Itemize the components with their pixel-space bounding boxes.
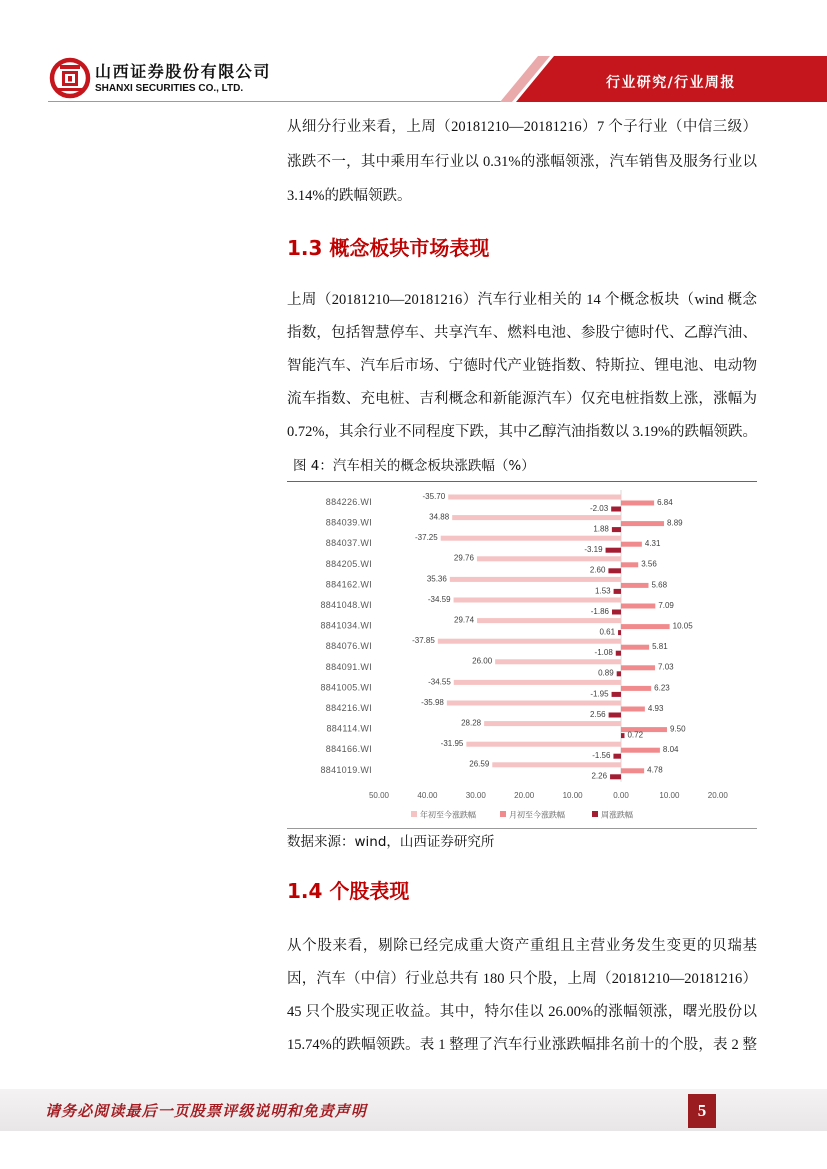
data-label-mtd: 6.23 — [654, 683, 670, 693]
bar-ytd — [454, 680, 621, 685]
paragraph-line: 0.72%，其余行业不同程度下跌，其中乙醇汽油指数以 3.19%的跌幅领跌。 — [287, 423, 758, 440]
bar-week — [612, 692, 621, 697]
bar-mtd — [621, 768, 644, 773]
data-label-ytd: 26.00 — [472, 656, 493, 666]
bar-mtd — [621, 542, 642, 547]
stock-paragraph — [287, 930, 757, 1062]
data-label-week: 0.89 — [598, 668, 614, 678]
data-label-mtd: 4.31 — [644, 539, 661, 549]
x-tick-label: 10.00 — [659, 791, 680, 800]
category-label: 884216.WI — [325, 703, 372, 713]
figure-source: 数据来源：wind，山西证券研究所 — [287, 834, 495, 850]
bar-week — [618, 630, 621, 635]
paragraph-line: 指数，包括智慧停车、共享汽车、燃料电池、参股宁德时代、乙醇汽油、 — [287, 324, 757, 341]
category-label: 8841048.WI — [320, 600, 372, 610]
data-label-week: 1.53 — [595, 586, 611, 596]
data-label-mtd: 10.05 — [672, 621, 693, 631]
data-label-ytd: 28.28 — [461, 718, 482, 728]
data-label-week: 1.88 — [593, 524, 609, 534]
paragraph-line: 涨跌不一，其中乘用车行业以 0.31%的涨幅领涨，汽车销售及服务行业以 — [287, 153, 757, 170]
bar-ytd — [484, 721, 621, 726]
x-tick-label: 30.00 — [465, 791, 486, 800]
bar-mtd — [621, 583, 648, 588]
data-label-week: 2.56 — [590, 709, 606, 719]
x-tick-label: 40.00 — [417, 791, 438, 800]
data-label-mtd: 3.56 — [641, 559, 657, 569]
bar-mtd — [621, 707, 645, 712]
category-label: 884037.WI — [325, 538, 372, 549]
paragraph-line: 从个股来看，剔除已经完成重大资产重组且主营业务发生变更的贝瑞基 — [287, 937, 757, 954]
category-label: 884166.WI — [325, 744, 372, 755]
paragraph-line: 15.74%的跌幅领跌。表 1 整理了汽车行业涨跌幅排名前十的个股，表 2 整 — [287, 1036, 757, 1053]
paragraph-line: 上周（20181210—20181216）汽车行业相关的 14 个概念板块（wind 概念 — [287, 291, 757, 308]
bar-ytd — [452, 515, 621, 520]
data-label-week: -1.86 — [590, 606, 609, 616]
data-label-mtd: 9.50 — [669, 724, 686, 734]
paragraph-line: 3.14%的跌幅领跌。 — [287, 188, 412, 204]
bar-mtd — [621, 624, 670, 629]
data-label-ytd: -35.70 — [422, 491, 446, 501]
company-logo — [48, 56, 92, 100]
category-label: 8841034.WI — [320, 620, 372, 631]
legend-swatch-ytd — [411, 811, 417, 817]
bar-week — [606, 548, 621, 553]
bar-ytd — [438, 639, 621, 644]
data-label-ytd: 29.74 — [454, 615, 475, 625]
bar-ytd — [495, 659, 621, 664]
category-label: 8841019.WI — [320, 764, 372, 775]
bar-ytd — [466, 742, 621, 747]
bar-ytd — [454, 598, 621, 603]
x-tick-label: 20.00 — [514, 791, 535, 800]
bar-week — [611, 507, 621, 512]
legend-label-mtd: 月初至今涨跌幅 — [509, 810, 565, 820]
bar-mtd — [621, 748, 660, 753]
bar-week — [608, 568, 621, 573]
concept-index-chart — [287, 483, 757, 828]
bar-week — [614, 589, 621, 594]
paragraph-line: 流车指数、充电桩、吉利概念和新能源汽车）仅充电桩指数上涨，涨幅为 — [287, 390, 757, 407]
data-label-week: 0.72 — [627, 730, 644, 740]
data-label-ytd: -31.95 — [440, 739, 464, 749]
figure-top-rule — [287, 481, 757, 482]
category-label: 884114.WI — [326, 723, 372, 734]
data-label-ytd: -34.55 — [428, 677, 451, 687]
data-label-ytd: 29.76 — [453, 553, 474, 563]
bar-ytd — [492, 762, 621, 767]
bar-week — [617, 671, 621, 676]
category-label: 8841005.WI — [320, 682, 372, 693]
report-type-label: 行业研究/行业周报 — [606, 75, 736, 91]
bar-ytd — [450, 577, 621, 582]
category-label: 884162.WI — [325, 579, 372, 590]
data-label-week: -1.95 — [590, 689, 609, 699]
legend-swatch-week — [592, 811, 598, 817]
x-tick-label: 10.00 — [562, 791, 583, 800]
category-label: 884039.WI — [325, 517, 372, 528]
data-label-mtd: 7.09 — [658, 600, 674, 610]
data-label-mtd: 8.89 — [667, 518, 683, 528]
category-label: 884226.WI — [325, 497, 372, 507]
bar-mtd — [621, 665, 655, 670]
data-label-mtd: 8.04 — [662, 745, 679, 755]
data-label-week: -2.03 — [589, 503, 609, 513]
bar-mtd — [621, 521, 664, 526]
paragraph-line: 从细分行业来看，上周（20181210—20181216）7 个子行业（中信三级） — [287, 119, 757, 135]
intro-paragraph — [287, 110, 757, 214]
data-label-mtd: 4.78 — [647, 765, 663, 775]
bar-week — [616, 651, 621, 656]
data-label-week: -1.56 — [592, 751, 611, 761]
x-tick-label: 20.00 — [707, 791, 728, 800]
legend-label-ytd: 年初至今涨跌幅 — [420, 810, 476, 820]
data-label-ytd: -34.59 — [427, 594, 451, 604]
paragraph-line: 因，汽车（中信）行业总共有 180 只个股，上周（20181210—20181216） — [287, 970, 757, 987]
company-name-en: SHANXI SECURITIES CO., LTD. — [95, 83, 244, 94]
bar-ytd — [441, 536, 621, 541]
figure-caption: 图 4：汽车相关的概念板块涨跌幅（%） — [293, 458, 535, 474]
data-label-ytd: 34.88 — [429, 512, 450, 522]
data-label-week: -1.08 — [594, 648, 613, 658]
data-label-week: -3.19 — [584, 545, 603, 555]
x-tick-label: 50.00 — [368, 791, 390, 800]
bar-mtd — [621, 686, 651, 691]
category-label: 884076.WI — [325, 641, 372, 652]
paragraph-line: 45 只个股实现正收益。其中，特尔佳以 26.00%的涨幅领涨，曙光股份以 — [287, 1003, 757, 1020]
company-name-cn: 山西证券股份有限公司 — [95, 62, 272, 81]
bar-week — [610, 774, 621, 779]
bar-week — [612, 527, 621, 532]
paragraph-line: 智能汽车、汽车后市场、宁德时代产业链指数、特斯拉、锂电池、电动物 — [287, 357, 757, 374]
concept-paragraph — [287, 284, 757, 449]
bar-week — [613, 754, 621, 759]
data-label-ytd: 26.59 — [469, 759, 490, 769]
legend-swatch-mtd — [500, 811, 506, 817]
page-number: 5 — [688, 1094, 716, 1128]
bar-week — [609, 713, 621, 718]
data-label-ytd: -37.25 — [415, 533, 438, 543]
bar-mtd — [621, 645, 649, 650]
data-label-week: 2.60 — [589, 565, 606, 575]
data-label-ytd: 35.36 — [426, 574, 447, 584]
data-label-mtd: 5.68 — [651, 580, 668, 590]
header-divider — [48, 101, 503, 102]
bar-mtd — [621, 604, 655, 609]
data-label-mtd: 7.03 — [658, 662, 674, 672]
bar-ytd — [477, 618, 621, 623]
bar-mtd — [621, 562, 638, 567]
x-tick-label: 0.00 — [613, 791, 629, 800]
data-label-ytd: -35.98 — [421, 697, 444, 707]
data-label-week: 0.61 — [599, 627, 616, 637]
data-label-mtd: 6.84 — [657, 497, 673, 507]
data-label-ytd: -37.85 — [412, 636, 435, 646]
bar-mtd — [621, 501, 654, 506]
section-heading-1-3: 1.3 概念板块市场表现 — [287, 236, 490, 260]
bar-week — [612, 610, 621, 615]
category-label: 884205.WI — [325, 558, 372, 569]
bar-ytd — [447, 701, 621, 706]
data-label-mtd: 5.81 — [652, 642, 668, 652]
figure-bottom-rule — [287, 828, 757, 829]
bar-week — [621, 733, 624, 738]
legend-label-week: 周涨跌幅 — [601, 810, 633, 820]
data-label-mtd: 4.93 — [647, 703, 664, 713]
footer-disclaimer: 请务必阅读最后一页股票评级说明和免责声明 — [45, 1102, 368, 1120]
bar-ytd — [448, 495, 621, 500]
category-label: 884091.WI — [325, 661, 372, 672]
bar-ytd — [477, 556, 621, 561]
data-label-week: 2.26 — [591, 771, 608, 781]
section-heading-1-4: 1.4 个股表现 — [287, 879, 410, 903]
